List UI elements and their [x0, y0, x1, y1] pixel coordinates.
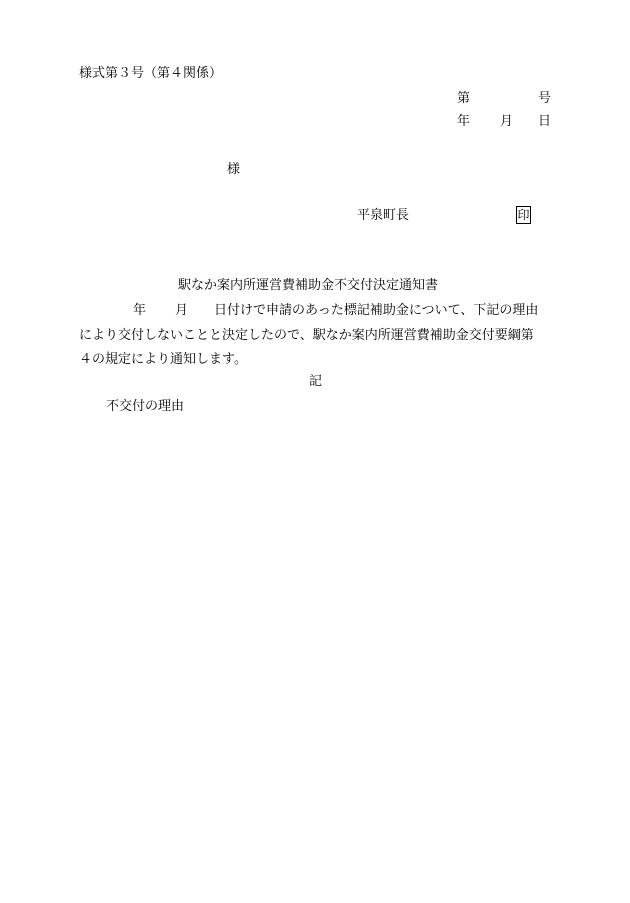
seal-stamp-box: 印 — [517, 208, 530, 222]
date-month-label: 月 — [500, 114, 514, 129]
form-number: 様式第３号（第４関係） — [79, 66, 223, 81]
reason-label: 不交付の理由 — [106, 399, 185, 414]
body-text-line2: により交付しないことと決定したので、駅なか案内所運営費補助金交付要綱第 — [79, 328, 534, 343]
body-text-line3: ４の規定により通知します。 — [79, 352, 247, 367]
note-heading: 記 — [309, 374, 323, 389]
body-month-label: 月 — [175, 303, 189, 318]
body-text-line1: 日付けで申請のあった標記補助金について、下記の理由 — [214, 303, 539, 318]
date-day-label: 日 — [538, 114, 552, 129]
document-number-prefix: 第 — [457, 91, 471, 106]
document-title: 駅なか案内所運営費補助金不交付決定通知書 — [178, 278, 439, 293]
issuer-name: 平泉町長 — [357, 208, 410, 223]
body-year-label: 年 — [133, 303, 147, 318]
recipient-honorific: 様 — [227, 162, 241, 177]
document-number-suffix: 号 — [538, 91, 552, 106]
date-year-label: 年 — [457, 114, 471, 129]
